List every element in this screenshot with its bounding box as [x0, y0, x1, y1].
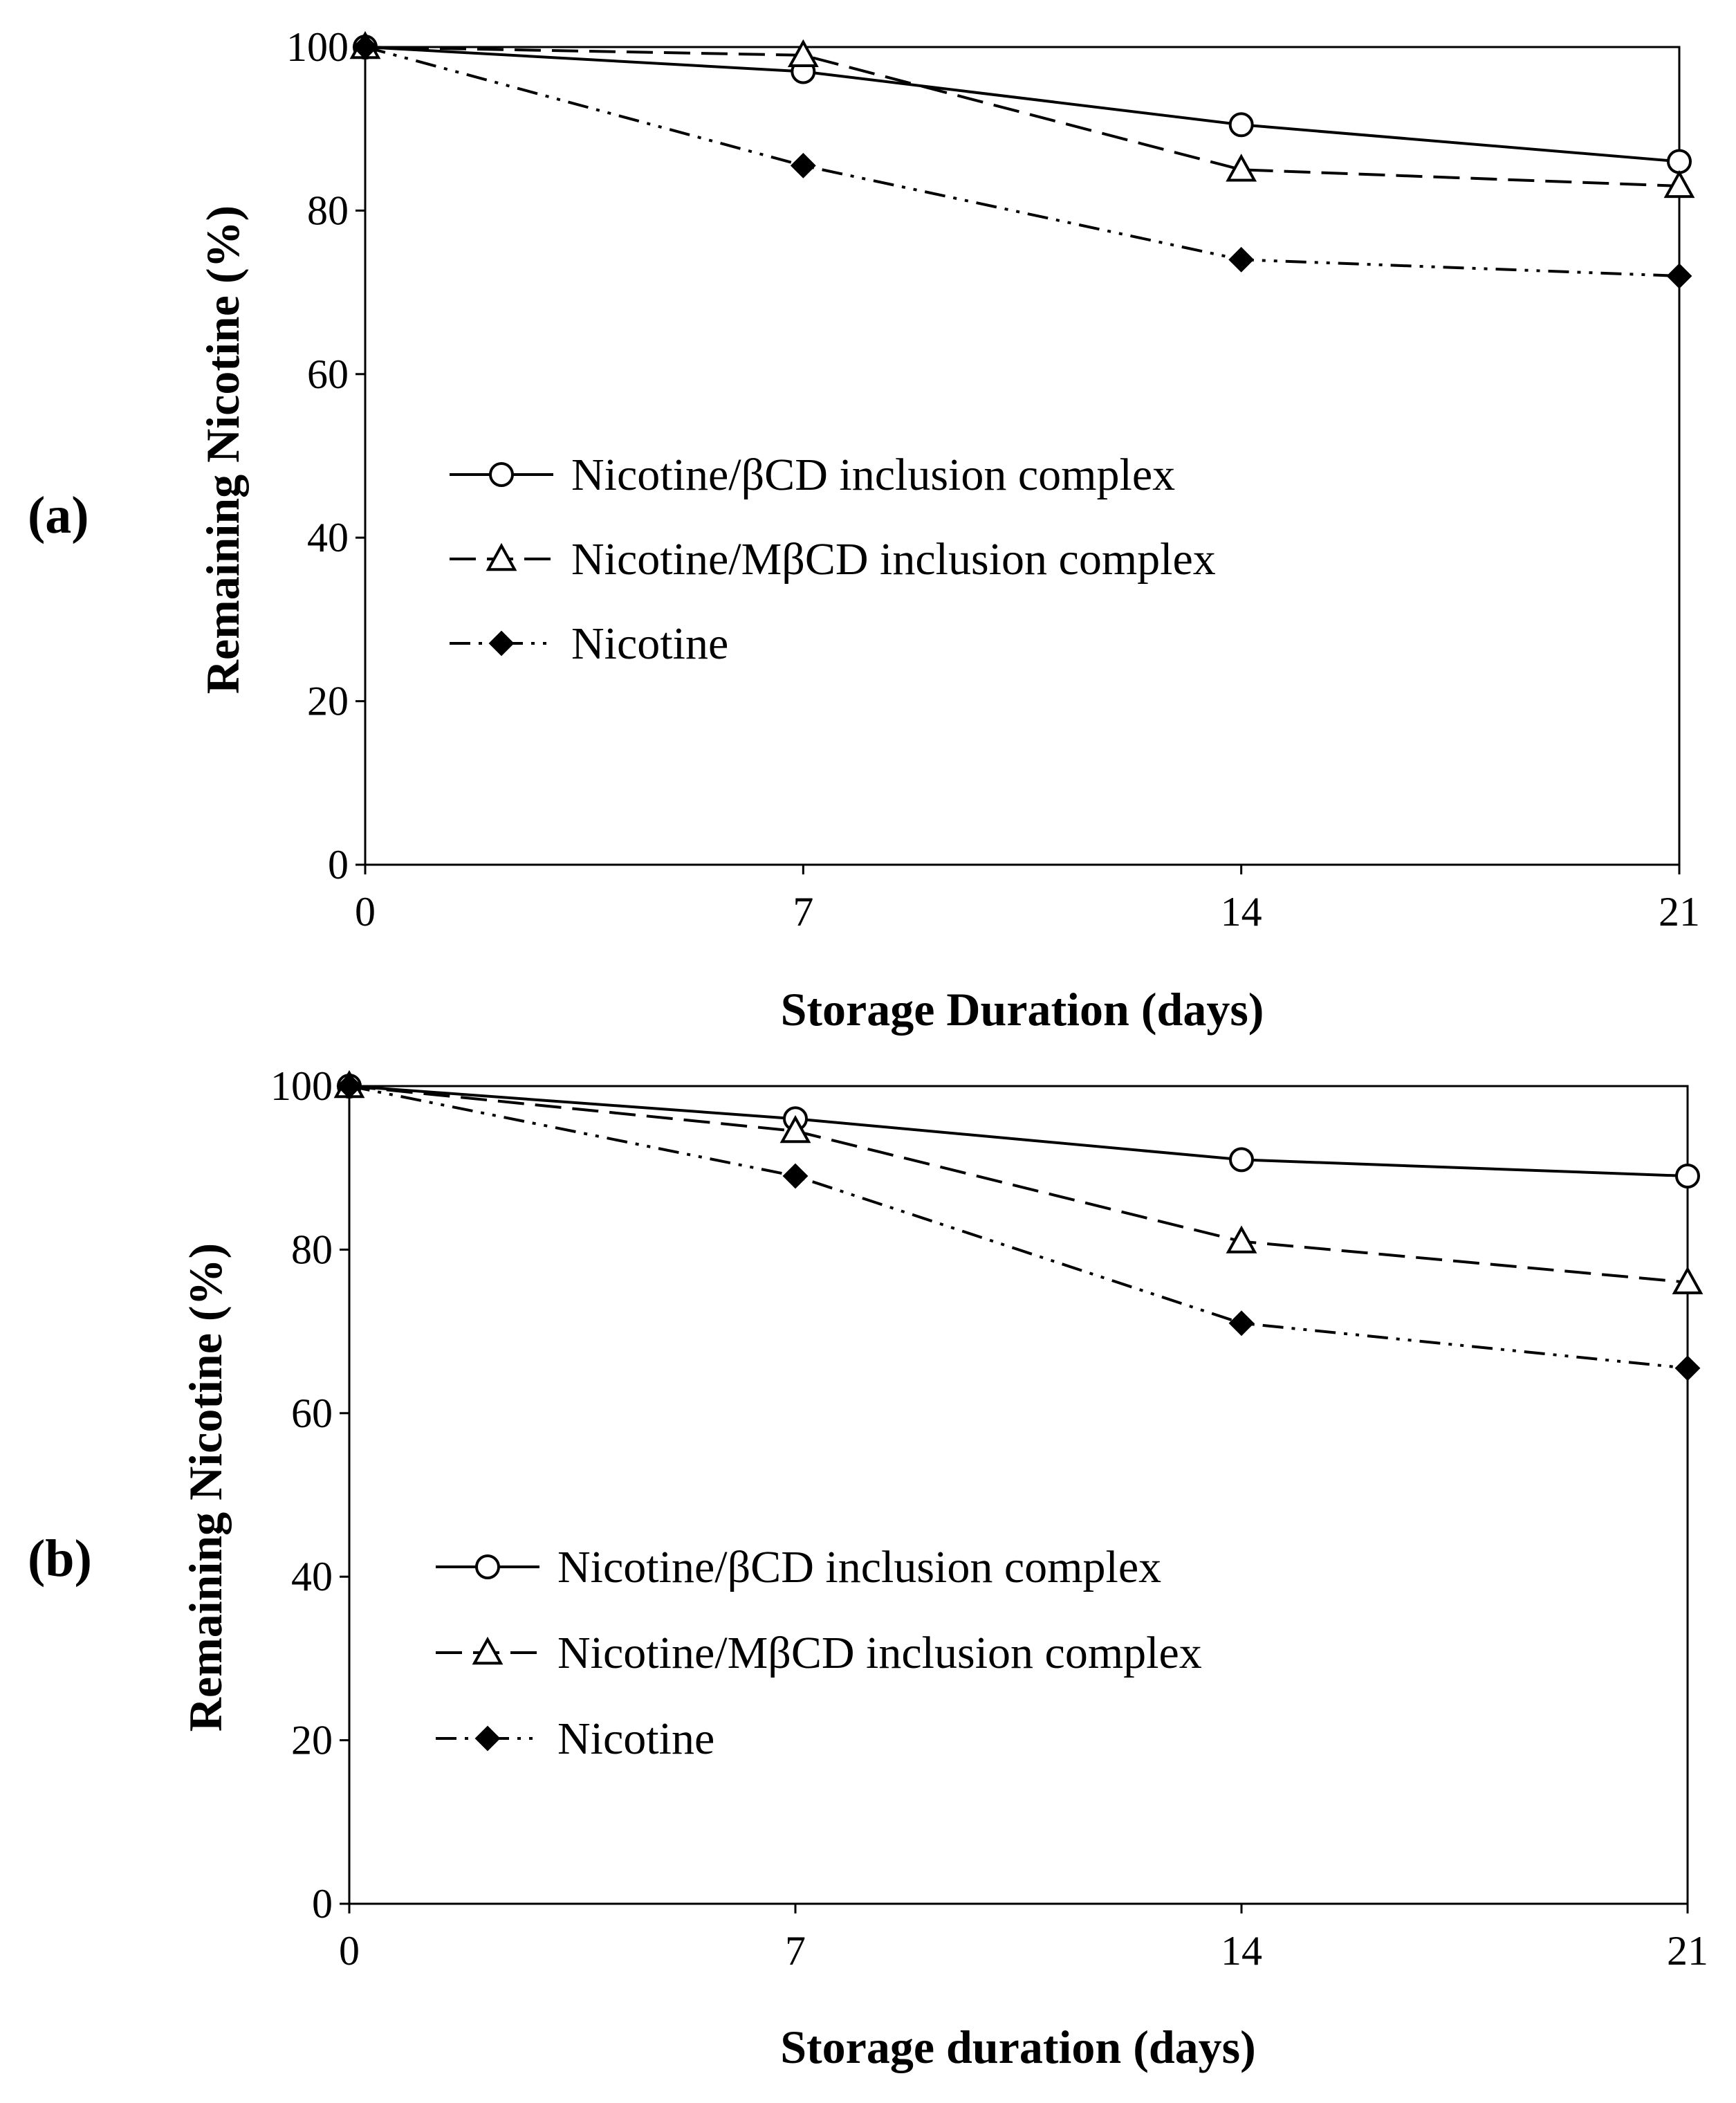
series-line — [365, 47, 1679, 186]
series-line — [349, 1086, 1688, 1283]
data-point-circle — [1677, 1165, 1699, 1187]
y-tick-label: 80 — [307, 187, 349, 234]
data-point-circle — [1230, 113, 1253, 136]
panel-label: (a) — [28, 486, 89, 544]
data-point-diamond — [1668, 264, 1691, 288]
x-axis-title: Storage duration (days) — [780, 2021, 1256, 2073]
y-tick-label: 20 — [291, 1717, 333, 1763]
series-line — [349, 1086, 1688, 1368]
y-tick-label: 80 — [291, 1227, 333, 1273]
legend-label: Nicotine/βCD inclusion complex — [557, 1542, 1162, 1592]
x-tick-label: 14 — [1221, 1928, 1262, 1974]
y-tick-label: 0 — [328, 842, 349, 888]
y-tick-label: 0 — [312, 1881, 333, 1927]
y-tick-label: 40 — [307, 515, 349, 561]
series-line — [365, 47, 1679, 276]
x-tick-label: 21 — [1667, 1928, 1708, 1974]
plot-area-frame — [349, 1086, 1688, 1904]
chart-panel-a — [28, 24, 1700, 1036]
data-point-diamond — [784, 1164, 807, 1188]
x-tick-label: 7 — [785, 1928, 806, 1974]
legend-label: Nicotine/MβCD inclusion complex — [557, 1628, 1202, 1678]
y-tick-label: 60 — [307, 351, 349, 397]
x-axis-title: Storage Duration (days) — [780, 983, 1264, 1036]
data-point-diamond — [791, 154, 815, 177]
data-point-circle — [490, 463, 513, 486]
legend-label: Nicotine — [557, 1714, 715, 1764]
legend-label: Nicotine — [571, 618, 729, 669]
data-point-diamond — [476, 1727, 499, 1750]
panel-label: (b) — [28, 1530, 92, 1588]
legend-label: Nicotine/βCD inclusion complex — [571, 450, 1176, 500]
data-point-circle — [1668, 150, 1690, 172]
series-line — [365, 47, 1679, 161]
x-tick-label: 7 — [793, 889, 814, 935]
x-tick-label: 0 — [355, 889, 376, 935]
y-tick-label: 40 — [291, 1554, 333, 1600]
data-point-diamond — [1676, 1357, 1699, 1380]
data-point-diamond — [1230, 248, 1253, 271]
data-point-diamond — [1230, 1312, 1253, 1335]
x-tick-label: 21 — [1659, 889, 1700, 935]
y-axis-title: Remaining Nicotine (%) — [196, 205, 249, 695]
x-tick-label: 14 — [1220, 889, 1262, 935]
y-tick-label: 60 — [291, 1390, 333, 1436]
data-point-circle — [1230, 1148, 1253, 1170]
y-tick-label: 100 — [270, 1063, 333, 1109]
series-line — [349, 1086, 1688, 1176]
chart-panel-b — [28, 1063, 1708, 2073]
data-point-diamond — [490, 632, 513, 655]
y-tick-label: 100 — [286, 24, 349, 70]
data-point-circle — [477, 1556, 499, 1578]
x-tick-label: 0 — [339, 1928, 360, 1974]
y-tick-label: 20 — [307, 678, 349, 724]
legend-label: Nicotine/MβCD inclusion complex — [571, 534, 1216, 585]
y-axis-title: Remaining Nicotine (%) — [179, 1242, 232, 1732]
